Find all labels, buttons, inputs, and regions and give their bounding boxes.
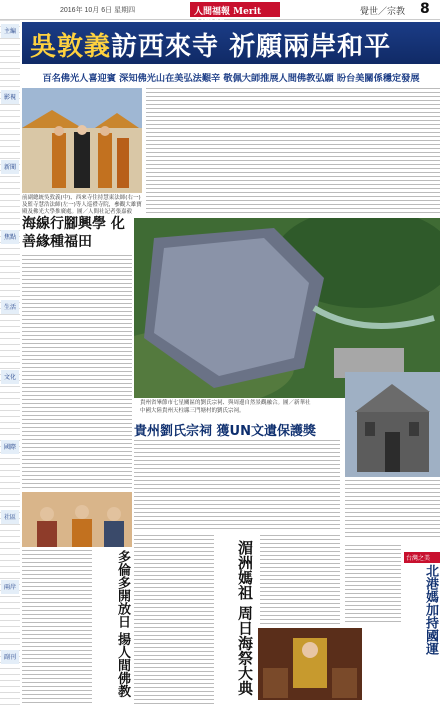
story2-body [22, 255, 132, 490]
sub-headline: 百名佛光人喜迎賓 深知佛光山在美弘法艱辛 敬佩大師推展人間佛教弘願 盼台美關係穩定發展 [42, 73, 420, 84]
feature-title: 貴州劉氏宗祠 獲UN文遺保護獎 [134, 424, 316, 439]
story2-title: 海線行腳興學 化善緣種福田 [22, 216, 125, 250]
story3-title: 湄洲媽祖 周日海祭大典 [236, 540, 254, 696]
feature-caption1: 貴州省畢節市七星關區的劉氏宗祠、與周邊自然景觀融合。圖／新華社 [140, 400, 311, 406]
strip-tag: 社區 [1, 510, 19, 524]
photo-mazu [258, 628, 362, 700]
strip-tag: 副刊 [1, 650, 19, 664]
story3-body-right [260, 535, 340, 625]
feature-caption2: 中國大陸貴州天柱縣三門塘村的劉氏宗祠。 [140, 408, 245, 414]
photo-visit [22, 88, 142, 193]
photo-village [134, 218, 440, 398]
strip-tag: 主編 [1, 24, 19, 38]
strip-tag: 生活 [1, 300, 19, 314]
feature-body-right [345, 480, 440, 540]
story4-body [22, 550, 92, 705]
story3-body [134, 535, 214, 705]
photo-temple [345, 372, 440, 477]
newspaper-logo: 人間福報 Merit [190, 2, 280, 17]
main-headline [22, 22, 440, 64]
strip-tag: 文化 [1, 370, 19, 384]
feature-body [134, 440, 340, 530]
strip-tag: 影視 [1, 90, 19, 104]
left-index-strip [0, 20, 20, 709]
strip-tag: 兩岸 [1, 580, 19, 594]
strip-tag: 焦點 [1, 230, 19, 244]
story5-kicker: 台灣之美 [404, 552, 440, 563]
strip-tag: 新聞 [1, 160, 19, 174]
issue-date: 2016年 10月 6日 星期四 [60, 7, 136, 14]
lead-story-body [146, 88, 440, 213]
headline-rest: 訪西來寺 祈願兩岸和平 [111, 32, 392, 62]
photo-mazu-illustration [258, 628, 362, 700]
photo-visit-illustration [22, 88, 142, 193]
photo-village-illustration [134, 218, 440, 398]
headline-name: 吳敦義 [30, 32, 112, 62]
story5-title: 北港媽加持國運 [423, 564, 438, 655]
photo-toronto [22, 492, 132, 547]
strip-tag: 國際 [1, 440, 19, 454]
photo-temple-illustration [345, 372, 440, 477]
section-name: 覺世／宗教 [360, 7, 406, 17]
story5-body [345, 545, 401, 625]
story4-title: 多倫多開放日 揚人間佛教 [115, 550, 130, 698]
page-number: 8 [420, 1, 430, 17]
photo-toronto-illustration [22, 492, 132, 547]
photo-visit-caption: 前副總統吳敦義(中)、西來寺住持慧東法師(右一)及監寺慧浩法師(左一)等人巡禮寺院，參觀大雄寶殿及佛光大學推廣處。圖／人間社記者張嘉毅 [22, 195, 142, 215]
